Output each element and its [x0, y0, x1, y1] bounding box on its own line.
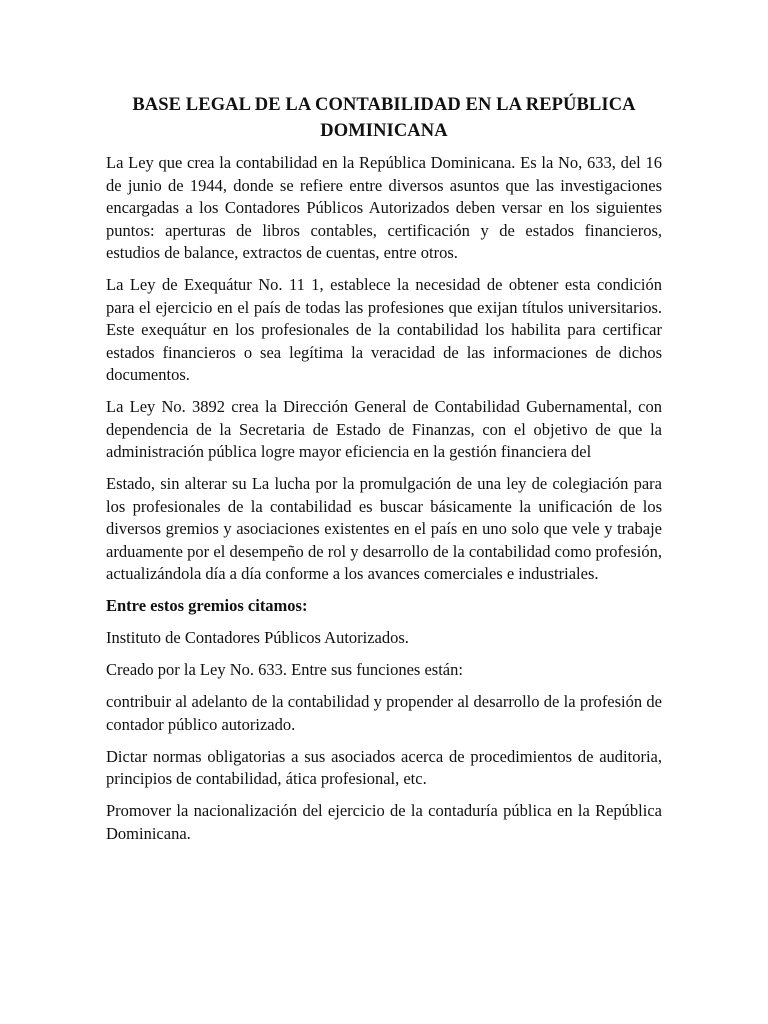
paragraph-ley-exequatur: La Ley de Exequátur No. 11 1, establece la necesidad de obtener esta condición para el ejercicio en el país de todas las profesiones que exijan títulos universitarios. Este exequátur en los profesionales de la contabilidad los habilita para certificar estados financieros o sea legítima la veracidad de las informaciones de dichos documentos.	[106, 275, 662, 384]
paragraph-ley-633: La Ley que crea la contabilidad en la República Dominicana. Es la No, 633, del 16 de junio de 1944, donde se refiere entre diversos asuntos que las investigaciones encargadas a los Contadores Públicos Autorizados deben versar en los siguientes puntos: aperturas de libros contables, certificación y de estados financieros, estudios de balance, extractos de cuentas, entre otros.	[106, 153, 662, 262]
paragraph-contribuir: contribuir al adelanto de la contabilidad y propender al desarrollo de la profesión de contador público autorizado.	[106, 692, 662, 734]
paragraph-promover: Promover la nacionalización del ejercicio de la contaduría pública en la República Dominicana.	[106, 801, 662, 843]
section-heading-gremios: Entre estos gremios citamos:	[106, 596, 308, 615]
document-title: BASE LEGAL DE LA CONTABILIDAD EN LA REPÚBLICA DOMINICANA	[132, 95, 636, 141]
paragraph-instituto: Instituto de Contadores Públicos Autorizados.	[106, 628, 409, 647]
paragraph-dictar-normas: Dictar normas obligatorias a sus asociados acerca de procedimientos de auditoria, principios de contabilidad, ática profesional, etc.	[106, 746, 662, 788]
paragraph-colegiacion: Estado, sin alterar su La lucha por la promulgación de una ley de colegiación para los profesionales de la contabilidad es buscar básicamente la unificación de los diversos gremios y asociaciones existentes en el país en uno solo que vele y trabaje arduamente por el desempeño de rol y desarrollo de la contabilidad como profesión, actualizándola día a día conforme a los avances comerciales e industriales.	[106, 474, 662, 583]
paragraph-creado: Creado por la Ley No. 633. Entre sus funciones están:	[106, 660, 463, 679]
paragraph-ley-3892: La Ley No. 3892 crea la Dirección General de Contabilidad Gubernamental, con dependencia de la Secretaria de Estado de Finanzas, con el objetivo de que la administración pública logre mayor eficiencia en la gestión financiera del	[106, 397, 662, 461]
